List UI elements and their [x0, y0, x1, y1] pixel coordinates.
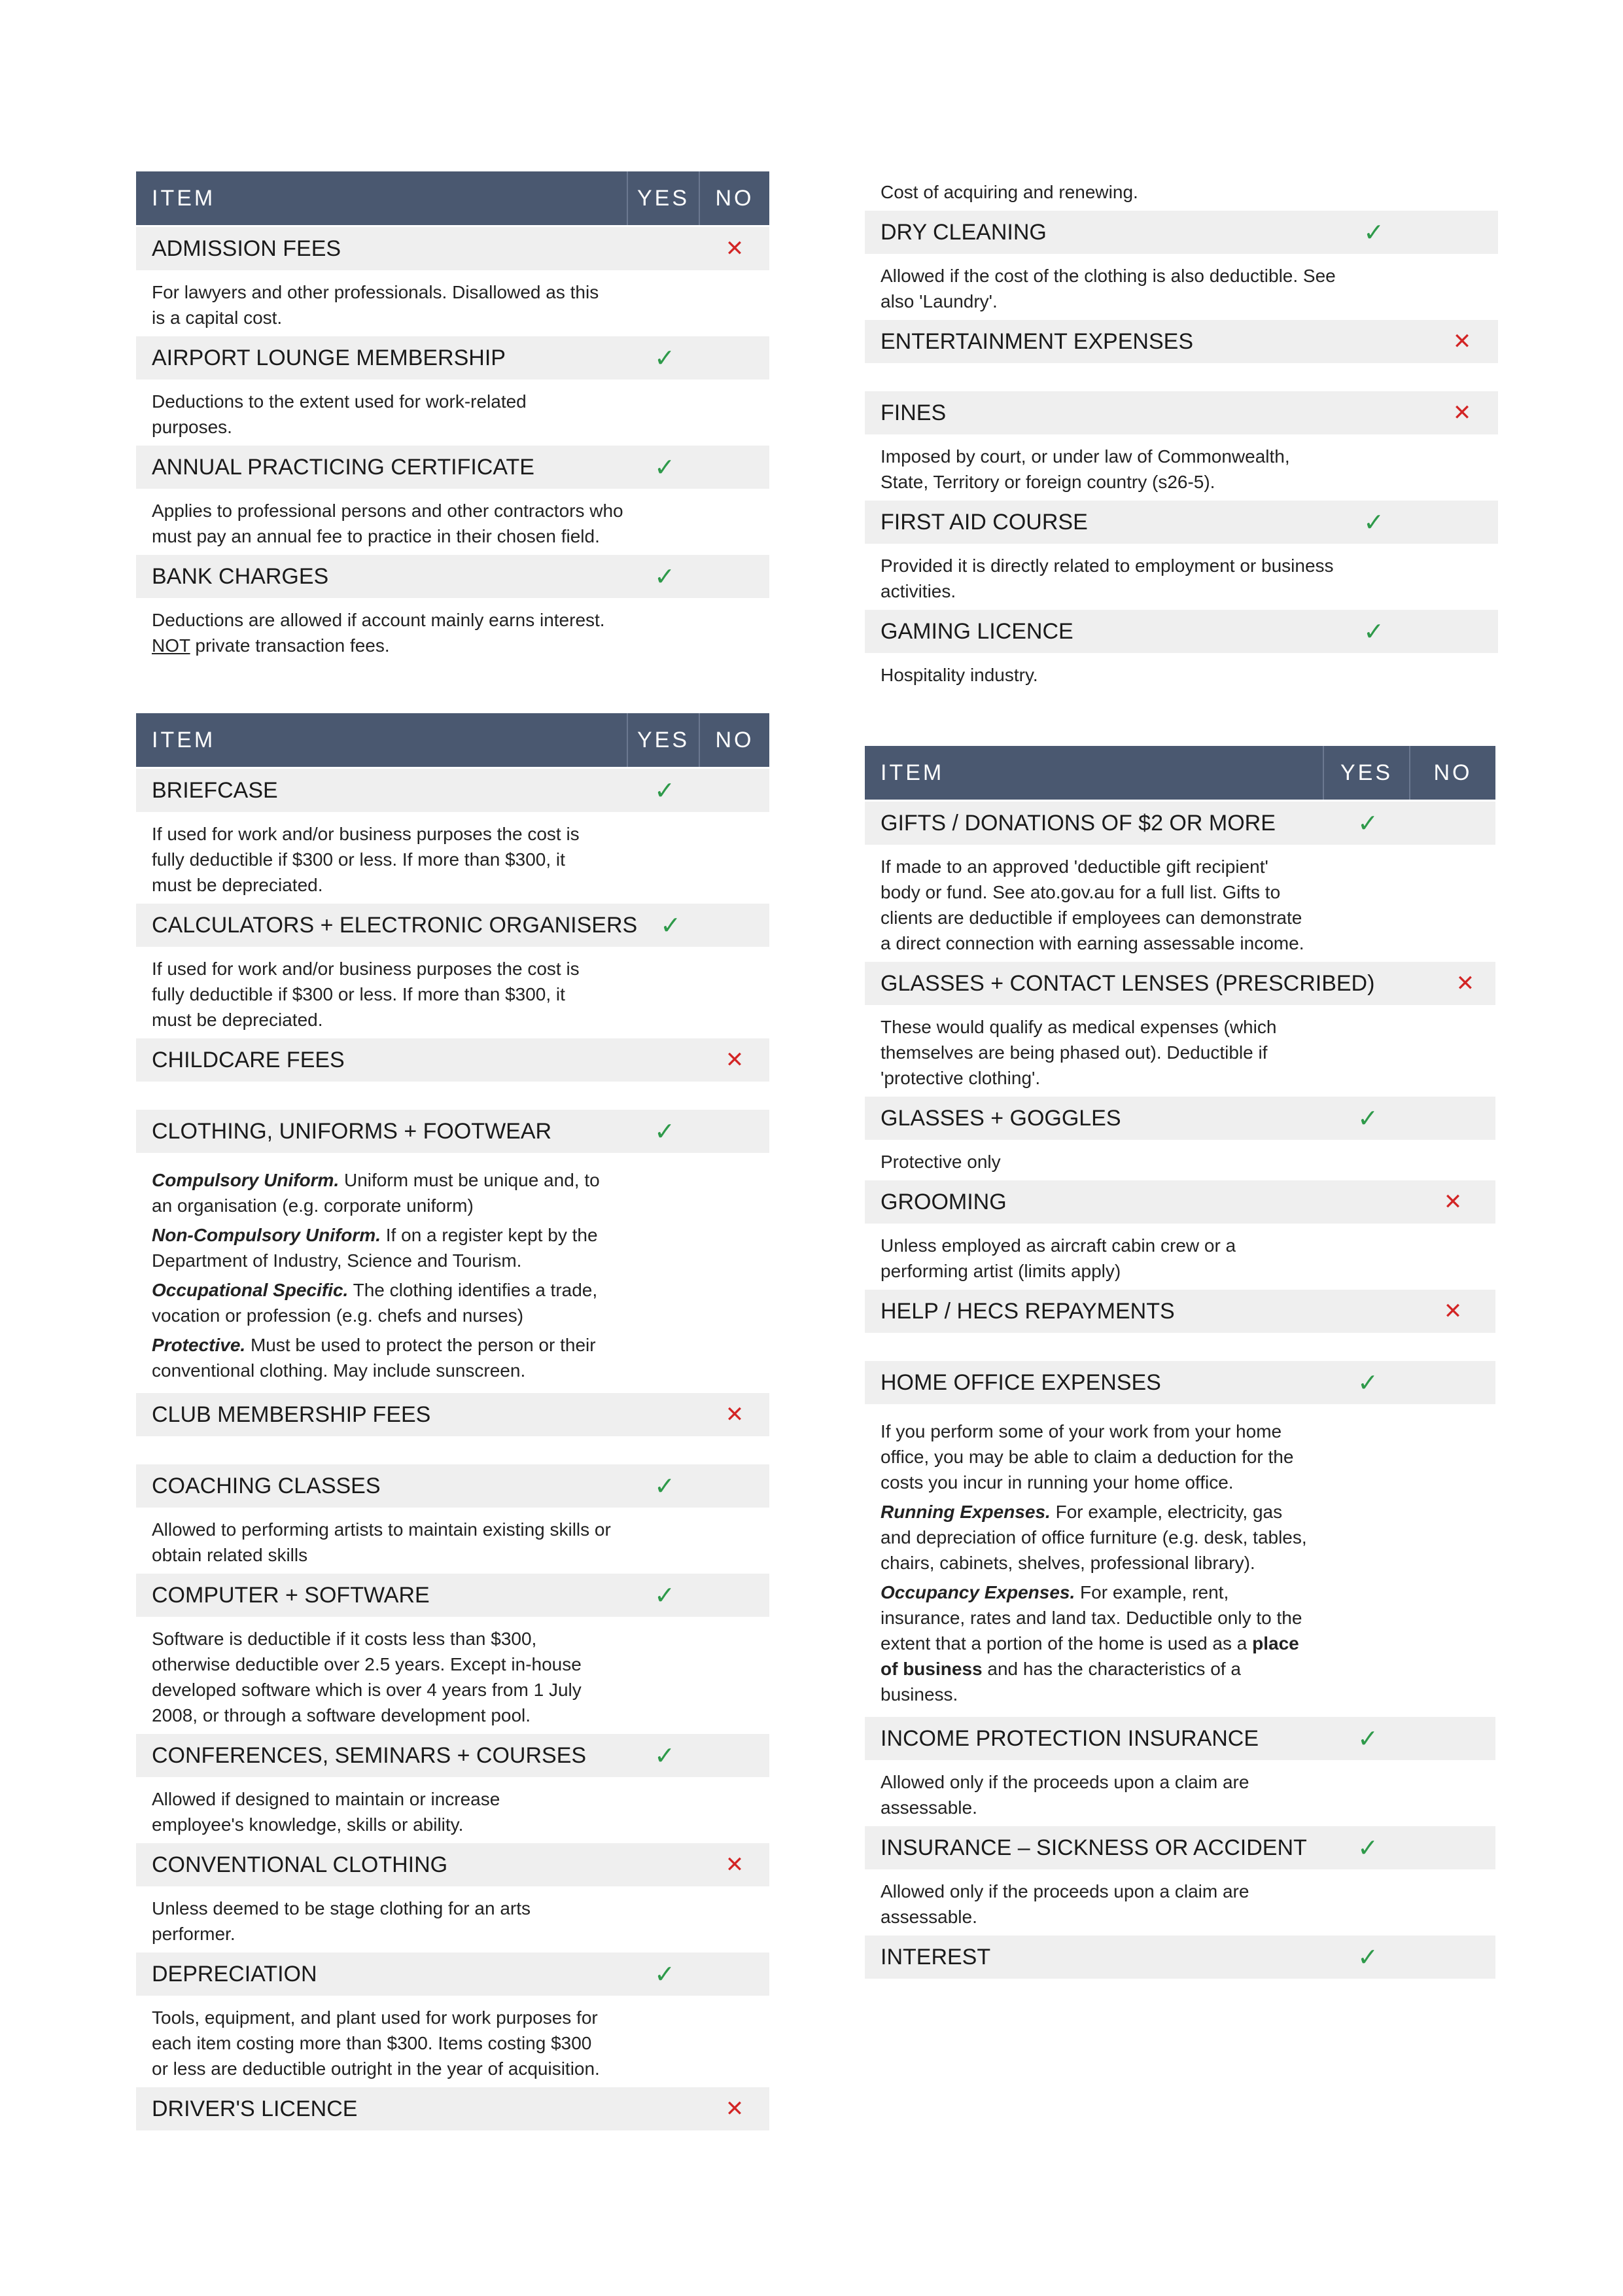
row-label: CONFERENCES, SEMINARS + COURSES [152, 1742, 587, 1768]
table-row [865, 209, 1498, 254]
row-description: Allowed to performing artists to maintain existing skills or obtain related skills [152, 1519, 611, 1565]
header-item: ITEM [152, 727, 216, 752]
table-row [865, 1824, 1495, 1869]
header-yes: YES [1323, 746, 1409, 800]
table-row [136, 1951, 769, 1996]
row-label: ANNUAL PRACTICING CERTIFICATE [152, 454, 534, 480]
no-cross-icon: ✕ [725, 1402, 744, 1427]
row-description: Allowed only if the proceeds upon a claim are assessable. [881, 1772, 1249, 1818]
row-label: CONVENTIONAL CLOTHING [152, 1852, 448, 1877]
yes-check-icon: ✓ [1357, 1943, 1378, 1971]
no-cross-icon: ✕ [1456, 971, 1475, 996]
header-yes: YES [627, 171, 699, 225]
row-description: Deductions to the extent used for work-related purposes. [152, 391, 527, 437]
table-row [865, 608, 1498, 653]
yes-check-icon: ✓ [654, 1118, 675, 1146]
header-no: NO [699, 171, 769, 225]
row-label: GLASSES + CONTACT LENSES (PRESCRIBED) [881, 970, 1375, 996]
row-description: Allowed only if the proceeds upon a claim are assessable. [881, 1881, 1249, 1927]
row-label: GLASSES + GOGGLES [881, 1105, 1121, 1131]
row-label: AIRPORT LOUNGE MEMBERSHIP [152, 345, 506, 370]
row-label: BANK CHARGES [152, 563, 329, 589]
row-description: Allowed if designed to maintain or increase employee's knowledge, skills or ability. [152, 1789, 500, 1835]
row-description: Cost of acquiring and renewing. [881, 182, 1138, 202]
header-yes: YES [627, 713, 699, 767]
row-label: FINES [881, 400, 947, 425]
yes-check-icon: ✓ [654, 344, 675, 372]
row-description: For lawyers and other professionals. Disallowed as this is a capital cost. [152, 282, 599, 328]
table-g-to-i [865, 746, 1495, 1979]
table-row [136, 1732, 769, 1777]
row-label: CLOTHING, UNIFORMS + FOOTWEAR [152, 1118, 552, 1144]
row-description: Allowed if the cost of the clothing is also deductible. See also 'Laundry'. [881, 266, 1336, 311]
table-row [136, 1108, 769, 1153]
row-label: GIFTS / DONATIONS OF $2 OR MORE [881, 810, 1276, 836]
table-row [865, 1934, 1495, 1979]
row-description: Compulsory Uniform. Uniform must be unique and, to an organisation (e.g. corporate uniform) Non-Compulsory Uniform. If on a register kept by the Department of Industry, Science and Tourism. Occupational Specific. The clothing identifies a trade, vocation or profession (e.g. chefs and nurses) Protective. Must be used to protect the person or their conventional clothing. May include sunscreen. [152, 1170, 600, 1381]
table-row [136, 1036, 769, 1082]
table-header [865, 746, 1495, 800]
yes-check-icon: ✓ [1357, 1725, 1378, 1753]
table-row [865, 1178, 1495, 1224]
table-row [136, 1462, 769, 1508]
yes-check-icon: ✓ [1363, 618, 1384, 646]
no-cross-icon: ✕ [725, 1048, 744, 1072]
table-row [136, 225, 769, 270]
row-label: GAMING LICENCE [881, 618, 1073, 644]
row-label: CLUB MEMBERSHIP FEES [152, 1402, 431, 1427]
row-description: Deductions are allowed if account mainly earns interest. NOT private transaction fees. [152, 610, 605, 656]
row-label: INTEREST [881, 1944, 991, 1969]
row-label: BRIEFCASE [152, 777, 278, 803]
row-description: Applies to professional persons and other contractors who must pay an annual fee to practice in their chosen field. [152, 501, 623, 546]
row-description: If used for work and/or business purposes the cost is fully deductible if $300 or less. If more than $300, it must be depreciated. [152, 824, 580, 895]
yes-check-icon: ✓ [1357, 809, 1378, 838]
table-row [865, 318, 1498, 363]
yes-check-icon: ✓ [1357, 1369, 1378, 1397]
row-label: COACHING CLASSES [152, 1473, 381, 1498]
row-label: HOME OFFICE EXPENSES [881, 1369, 1161, 1395]
yes-check-icon: ✓ [1357, 1104, 1378, 1133]
row-description: Hospitality industry. [881, 665, 1038, 685]
table-b-to-d [136, 713, 769, 2130]
table-row [136, 444, 769, 489]
table-row [136, 902, 769, 947]
table-d-to-g [865, 171, 1498, 692]
table-row [136, 1572, 769, 1617]
row-description: These would qualify as medical expenses (which themselves are being phased out). Deductible if 'protective clothing'. [881, 1017, 1277, 1088]
row-description: Protective only [881, 1152, 1001, 1172]
table-header [136, 171, 769, 225]
table-row [136, 334, 769, 380]
yes-check-icon: ✓ [1363, 219, 1384, 247]
table-header [136, 713, 769, 767]
row-label: INSURANCE – SICKNESS OR ACCIDENT [881, 1835, 1307, 1860]
header-item: ITEM [881, 760, 945, 785]
table-row [136, 767, 769, 812]
row-description: Unless deemed to be stage clothing for an arts performer. [152, 1898, 531, 1944]
table-a-to-b [136, 171, 769, 662]
yes-check-icon: ✓ [1357, 1834, 1378, 1862]
table-row [136, 553, 769, 598]
header-no: NO [1409, 746, 1495, 800]
table-row [865, 800, 1495, 845]
row-label: ENTERTAINMENT EXPENSES [881, 328, 1193, 354]
row-description: If used for work and/or business purposes the cost is fully deductible if $300 or less. If more than $300, it must be depreciated. [152, 959, 580, 1030]
row-description: Provided it is directly related to employment or business activities. [881, 556, 1334, 601]
row-description: Unless employed as aircraft cabin crew or a performing artist (limits apply) [881, 1235, 1236, 1281]
table-row [136, 1391, 769, 1436]
no-cross-icon: ✕ [725, 236, 744, 261]
yes-check-icon: ✓ [654, 1472, 675, 1500]
no-cross-icon: ✕ [1452, 400, 1472, 425]
row-label: INCOME PROTECTION INSURANCE [881, 1725, 1259, 1751]
table-row [865, 1359, 1495, 1404]
yes-check-icon: ✓ [654, 453, 675, 482]
row-description: If made to an approved 'deductible gift recipient' body or fund. See ato.gov.au for a full list. Gifts to clients are deductible if employees can demonstrate a direct connection with earning assessable income. [881, 857, 1304, 953]
row-label: HELP / HECS REPAYMENTS [881, 1298, 1175, 1324]
yes-check-icon: ✓ [654, 777, 675, 805]
yes-check-icon: ✓ [1363, 508, 1384, 537]
row-label: FIRST AID COURSE [881, 509, 1088, 535]
table-row [865, 960, 1495, 1005]
table-row [865, 1715, 1495, 1760]
row-label: CHILDCARE FEES [152, 1047, 345, 1072]
yes-check-icon: ✓ [654, 563, 675, 591]
row-label: DRIVER'S LICENCE [152, 2096, 358, 2121]
header-no: NO [699, 713, 769, 767]
yes-check-icon: ✓ [654, 1742, 675, 1770]
no-cross-icon: ✕ [1452, 329, 1472, 354]
row-description: Tools, equipment, and plant used for work purposes for each item costing more than $300. Items costing $300 or less are deductible outright in the year of acquisition. [152, 2007, 600, 2079]
no-cross-icon: ✕ [725, 1852, 744, 1877]
no-cross-icon: ✕ [1443, 1190, 1463, 1214]
table-row [865, 389, 1498, 434]
yes-check-icon: ✓ [654, 1581, 675, 1610]
row-label: ADMISSION FEES [152, 236, 341, 261]
table-row [865, 1288, 1495, 1333]
table-row [865, 499, 1498, 544]
row-description: Software is deductible if it costs less than $300, otherwise deductible over 2.5 years. Except in-house developed software which is over 4 years from 1 July 2008, or through a software development pool. [152, 1629, 582, 1725]
no-cross-icon: ✕ [1443, 1299, 1463, 1324]
yes-check-icon: ✓ [660, 911, 682, 940]
row-label: COMPUTER + SOFTWARE [152, 1582, 430, 1608]
row-label: GROOMING [881, 1189, 1007, 1214]
row-description: If you perform some of your work from your home office, you may be able to claim a deduction for the costs you incur in running your home office. Running Expenses. For example, electricity, gas and depreciation of office furniture (e.g. desk, tables, chairs, cabinets, shelves, professional library). Occupancy Expenses. For example, rent, insurance, rates and land tax. Deductible only to the extent that a portion of the home is used as a place of business and has the characteristics of a business. [881, 1421, 1307, 1704]
table-row [136, 2085, 769, 2130]
no-cross-icon: ✕ [725, 2096, 744, 2121]
row-description: Imposed by court, or under law of Commonwealth, State, Territory or foreign country (s26-5). [881, 446, 1290, 492]
row-label: DEPRECIATION [152, 1961, 317, 1987]
table-row [865, 1095, 1495, 1140]
header-item: ITEM [152, 185, 216, 211]
row-label: CALCULATORS + ELECTRONIC ORGANISERS [152, 912, 638, 938]
yes-check-icon: ✓ [654, 1960, 675, 1988]
row-label: DRY CLEANING [881, 219, 1047, 245]
table-row [136, 1841, 769, 1886]
